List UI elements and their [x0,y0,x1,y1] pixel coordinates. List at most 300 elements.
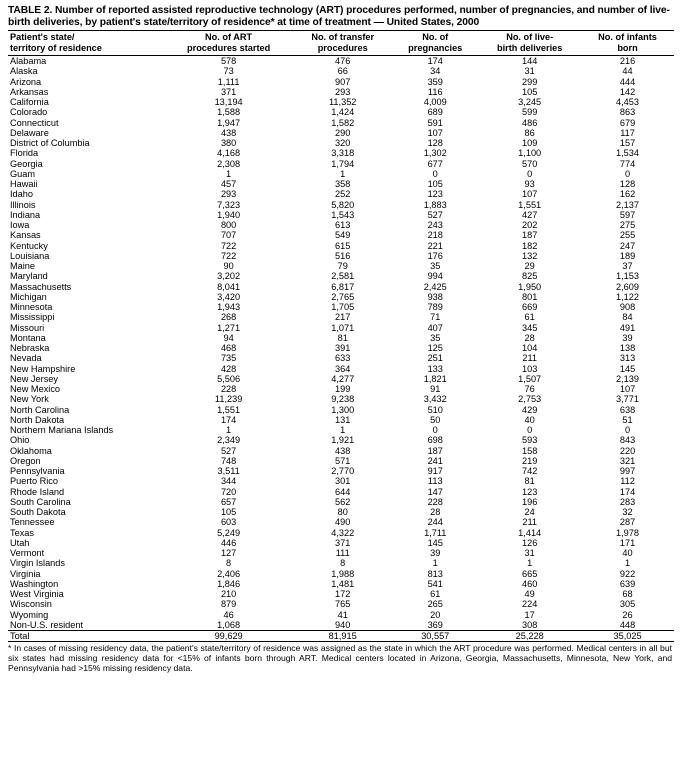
cell-value: 145 [619,363,636,374]
cell-value: 1,414 [518,527,542,538]
cell-value: 2,349 [217,435,241,446]
cell-value: 444 [619,76,636,87]
cell-state: Illinois [10,199,36,210]
cell-value: 1,711 [424,527,447,538]
cell-value: 2,406 [217,568,241,579]
cell-value: 1,481 [331,578,355,589]
table-row [8,282,674,292]
cell-value: 5,506 [217,373,241,384]
cell-value: 371 [220,86,237,97]
column-header-state-line1: Patient's state/ [10,32,75,43]
cell-value: 1,507 [518,373,542,384]
table-row [8,312,674,322]
cell-value: 2,308 [217,158,241,169]
cell-value: 863 [619,107,636,118]
cell-value: 689 [427,107,443,118]
cell-value: 813 [427,568,443,579]
cell-state: Mississippi [10,312,55,323]
cell-value: 35 [430,261,441,271]
cell-value: 679 [619,117,636,128]
cell-value: 172 [335,589,351,599]
table-row [8,558,674,568]
cell-value: 252 [335,189,351,200]
cell-value: 117 [620,127,635,138]
cell-value: 1 [340,425,346,435]
cell-value: 4,277 [331,373,355,384]
cell-state: New York [10,394,49,405]
cell-value: 460 [522,578,538,589]
cell-value: 391 [335,343,351,353]
cell-value: 825 [522,271,538,282]
cell-value: 171 [619,537,636,548]
cell-value: 93 [524,179,535,189]
cell-value: 657 [220,496,237,507]
cell-value: 37 [622,261,633,271]
cell-value: 199 [335,384,351,394]
cell-value: 429 [522,404,538,415]
cell-value: 313 [619,353,636,364]
table-row [8,241,674,251]
cell-value: 2,753 [518,394,542,405]
cell-value: 1,846 [217,578,241,589]
cell-state: Maine [10,261,36,271]
cell-value: 293 [335,86,351,97]
cell-value: 345 [522,322,538,333]
column-header-transfer-procedures [293,31,392,56]
cell-value: 2,137 [616,199,640,210]
cell-value: 61 [430,589,441,599]
cell-value: 9,238 [331,394,355,405]
cell-value: 917 [427,466,443,476]
cell-value: 224 [522,599,538,610]
cell-value: 50 [430,414,441,425]
cell-value: 321 [619,455,636,466]
column-header-infants-born-line1: No. of infants [598,32,657,43]
cell-value: 24 [524,507,535,517]
cell-value: 639 [619,578,636,589]
cell-value: 0 [527,168,533,179]
cell-value: 742 [522,466,538,476]
table-row [8,446,674,456]
cell-value: 211 [522,353,537,364]
cell-value: 638 [619,404,636,415]
column-header-transfer-procedures-line1: No. of transfer [311,32,375,43]
cell-state: Puerto Rico [10,476,59,487]
table-row [8,497,674,507]
cell-value: 8,041 [217,281,241,292]
cell-value: 265 [427,599,443,610]
cell-value: 293 [220,189,237,200]
cell-state: New Hampshire [10,363,76,374]
cell-value: 1 [432,558,438,569]
table-row [8,384,674,394]
cell-value: 66 [337,66,348,77]
cell-value: 613 [335,220,351,230]
cell-value: 11,352 [329,97,357,107]
cell-value: 116 [427,86,443,97]
table-row [8,271,674,281]
cell-total-value: 30,557 [392,631,478,642]
cell-value: 3,420 [217,291,241,302]
cell-value: 879 [220,599,237,610]
cell-value: 31 [524,66,535,77]
table-row [8,97,674,107]
cell-value: 109 [522,138,538,148]
cell-value: 251 [427,353,443,364]
cell-value: 774 [619,158,636,169]
cell-value: 128 [619,179,636,189]
cell-value: 187 [522,230,538,241]
cell-value: 720 [220,486,237,497]
table-row [8,476,674,486]
cell-state: Oklahoma [10,445,52,456]
cell-value: 597 [619,209,636,220]
cell-state: North Dakota [10,414,65,425]
cell-value: 202 [522,220,538,230]
column-header-infants-born-line2: born [617,42,638,53]
table-row [8,394,674,404]
cell-value: 938 [427,291,443,302]
table-row [8,128,674,138]
cell-state: Arizona [10,76,42,87]
cell-value: 127 [220,548,237,558]
cell-value: 158 [522,445,538,456]
cell-state: Idaho [10,189,33,200]
table-row [8,200,674,210]
cell-value: 843 [619,435,636,446]
cell-value: 371 [335,537,351,548]
table-row [8,528,674,538]
cell-value: 468 [220,343,237,353]
cell-value: 1,950 [518,281,542,292]
cell-total-value: 81,915 [293,631,392,642]
cell-value: 1,153 [616,271,640,282]
cell-state: Wyoming [10,609,49,620]
cell-state: South Dakota [10,507,66,517]
cell-value: 644 [335,486,351,497]
cell-value: 3,318 [331,148,355,159]
cell-value: 1,111 [217,76,240,87]
cell-value: 428 [220,363,237,374]
cell-value: 320 [335,138,351,148]
cell-state: Kentucky [10,240,48,251]
cell-state: Missouri [10,322,45,333]
cell-value: 308 [522,619,538,630]
cell-value: 218 [427,230,443,241]
cell-value: 189 [619,250,636,261]
cell-value: 145 [427,537,443,548]
cell-value: 1,300 [331,404,355,415]
cell-value: 570 [522,158,538,169]
cell-state: Oregon [10,455,41,466]
table-row [8,118,674,128]
cell-value: 81 [337,332,348,343]
cell-value: 1,978 [616,527,640,538]
cell-value: 0 [624,168,631,179]
cell-total-value: 99,629 [164,631,293,642]
cell-value: 801 [522,291,538,302]
table-row [8,220,674,230]
table-row [8,374,674,384]
cell-value: 103 [522,363,538,374]
cell-state: New Jersey [10,373,58,384]
cell-value: 123 [427,189,443,200]
cell-value: 0 [624,425,631,435]
cell-value: 147 [427,486,443,497]
cell-value: 591 [427,117,443,128]
table-row [8,589,674,599]
table-row [8,56,674,67]
cell-value: 3,771 [616,394,640,405]
table-row [8,333,674,343]
cell-value: 20 [430,609,441,620]
cell-value: 3,202 [217,271,241,282]
cell-value: 275 [619,220,636,230]
cell-value: 562 [335,496,351,507]
cell-state: Michigan [10,291,47,302]
cell-value: 44 [622,66,633,77]
cell-value: 380 [220,138,237,148]
cell-value: 3,511 [217,466,240,476]
cell-value: 1 [624,558,631,569]
cell-state: Minnesota [10,302,53,312]
table-row [8,323,674,333]
cell-value: 2,609 [616,281,640,292]
table-total-row [8,631,674,642]
table-header-row [8,31,674,56]
table-row [8,292,674,302]
cell-value: 3,432 [423,394,447,405]
cell-value: 2,139 [616,373,640,384]
cell-value: 35 [430,332,441,343]
cell-value: 0 [432,168,438,179]
cell-state: Kansas [10,230,41,241]
cell-value: 2,765 [331,291,355,302]
cell-state: Utah [10,537,30,548]
cell-value: 210 [220,589,237,599]
cell-value: 549 [335,230,351,241]
cell-value: 997 [619,466,636,476]
cell-value: 1,271 [217,322,241,333]
cell-value: 28 [524,332,535,343]
cell-value: 290 [335,127,351,138]
cell-value: 438 [335,445,351,456]
column-header-procedures-started-line1: No. of ART [205,32,253,43]
cell-value: 220 [619,445,636,456]
cell-value: 4,453 [616,97,640,107]
cell-state: District of Columbia [10,138,90,148]
column-header-live-birth-deliveries-line1: No. of live- [506,32,554,43]
table-row [8,159,674,169]
cell-value: 217 [335,312,351,323]
table-row [8,210,674,220]
cell-value: 142 [619,86,636,97]
cell-value: 2,770 [331,466,355,476]
cell-value: 1 [226,425,232,435]
cell-value: 8 [226,558,232,569]
table-row [8,507,674,517]
cell-state: Northern Mariana Islands [10,425,114,435]
cell-value: 457 [220,179,237,189]
cell-value: 599 [522,107,538,118]
cell-value: 571 [335,455,351,466]
cell-value: 1,947 [217,117,241,128]
cell-state: Colorado [10,107,48,118]
cell-state: Guam [10,168,36,179]
cell-state: Arkansas [10,86,49,97]
cell-value: 4,168 [217,148,241,159]
cell-value: 344 [220,476,237,487]
cell-state: Georgia [10,158,43,169]
cell-value: 107 [522,189,538,200]
cell-value: 527 [427,209,443,220]
cell-value: 26 [622,609,633,620]
cell-value: 1 [340,168,346,179]
cell-value: 182 [522,240,538,251]
cell-value: 1,424 [331,107,355,118]
cell-value: 111 [335,548,350,558]
cell-value: 13,194 [214,97,243,107]
cell-value: 131 [335,414,351,425]
cell-state: Massachusetts [10,281,72,292]
cell-state: Washington [10,578,59,589]
cell-state: Non-U.S. resident [10,619,84,630]
cell-value: 516 [335,250,351,261]
cell-state: West Virginia [10,589,64,599]
cell-value: 633 [335,353,351,364]
cell-value: 578 [220,56,237,66]
cell-value: 73 [223,66,234,77]
cell-value: 1,100 [518,148,542,159]
cell-value: 29 [524,261,535,271]
cell-value: 162 [619,189,636,200]
table-row [8,466,674,476]
cell-value: 86 [524,127,535,138]
cell-value: 1 [527,558,533,569]
cell-value: 1,122 [616,291,640,302]
table-row [8,107,674,117]
cell-value: 196 [522,496,538,507]
cell-state: Iowa [10,220,30,230]
cell-value: 41 [337,609,348,620]
cell-value: 527 [220,445,237,456]
cell-value: 91 [430,384,441,394]
cell-state: South Carolina [10,496,71,507]
table-row [8,66,674,76]
cell-state: Hawaii [10,179,38,189]
cell-value: 1,821 [423,373,447,384]
cell-value: 71 [430,312,441,323]
cell-value: 107 [619,384,636,394]
cell-value: 31 [524,548,535,558]
cell-value: 113 [427,476,443,487]
table-row [8,179,674,189]
cell-value: 1,302 [423,148,447,159]
column-header-pregnancies [392,31,478,56]
cell-state: Alabama [10,56,47,66]
table-row [8,261,674,271]
cell-value: 1,705 [331,302,355,312]
cell-state: Maryland [10,271,48,282]
cell-value: 907 [335,76,351,87]
cell-value: 287 [619,517,636,528]
cell-value: 104 [522,343,538,353]
cell-value: 216 [619,56,636,66]
cell-state: Virgin Islands [10,558,65,569]
cell-value: 748 [220,455,237,466]
cell-value: 51 [622,414,633,425]
cell-value: 228 [220,384,237,394]
table-row [8,548,674,558]
table-row [8,230,674,240]
table-header [8,31,674,56]
cell-value: 2,581 [331,271,355,282]
cell-value: 90 [223,261,234,271]
cell-value: 603 [220,517,237,528]
cell-value: 305 [619,599,636,610]
cell-state: New Mexico [10,384,61,394]
cell-value: 299 [522,76,538,87]
cell-value: 255 [619,230,636,241]
column-header-live-birth-deliveries [478,31,581,56]
cell-value: 491 [619,322,636,333]
table-row [8,189,674,199]
cell-value: 244 [427,517,443,528]
column-header-live-birth-deliveries-line2: birth deliveries [496,42,563,53]
table-row [8,435,674,445]
cell-value: 112 [620,476,635,487]
cell-value: 61 [524,312,535,323]
table-row [8,599,674,609]
cell-value: 34 [430,66,441,77]
cell-value: 6,817 [331,281,355,292]
cell-value: 510 [427,404,443,415]
cell-state: Ohio [10,435,30,446]
cell-value: 476 [335,56,351,66]
cell-value: 364 [335,363,351,374]
cell-value: 80 [337,507,348,517]
table-row [8,77,674,87]
cell-value: 40 [622,548,633,558]
cell-state: Louisiana [10,250,50,261]
cell-value: 1,921 [331,435,355,446]
cell-state: Nebraska [10,343,50,353]
cell-value: 138 [619,343,636,353]
cell-value: 144 [522,56,538,66]
cell-value: 407 [427,322,443,333]
cell-value: 187 [427,445,443,456]
cell-value: 1,988 [331,568,355,579]
cell-value: 5,820 [331,199,355,210]
column-header-procedures-started-line2: procedures started [187,42,271,53]
cell-value: 707 [220,230,237,241]
table-row [8,87,674,97]
cell-value: 369 [427,619,443,630]
cell-value: 68 [622,589,633,599]
cell-value: 765 [335,599,351,610]
cell-value: 789 [427,302,443,312]
art-procedures-table [8,30,674,642]
cell-value: 105 [220,507,237,517]
column-header-pregnancies-line2: pregnancies [408,42,463,53]
cell-value: 722 [220,250,237,261]
cell-value: 40 [524,414,535,425]
cell-value: 1 [226,168,232,179]
table-row [8,620,674,631]
cell-value: 219 [522,455,538,466]
table-row [8,353,674,363]
cell-value: 39 [622,332,633,343]
